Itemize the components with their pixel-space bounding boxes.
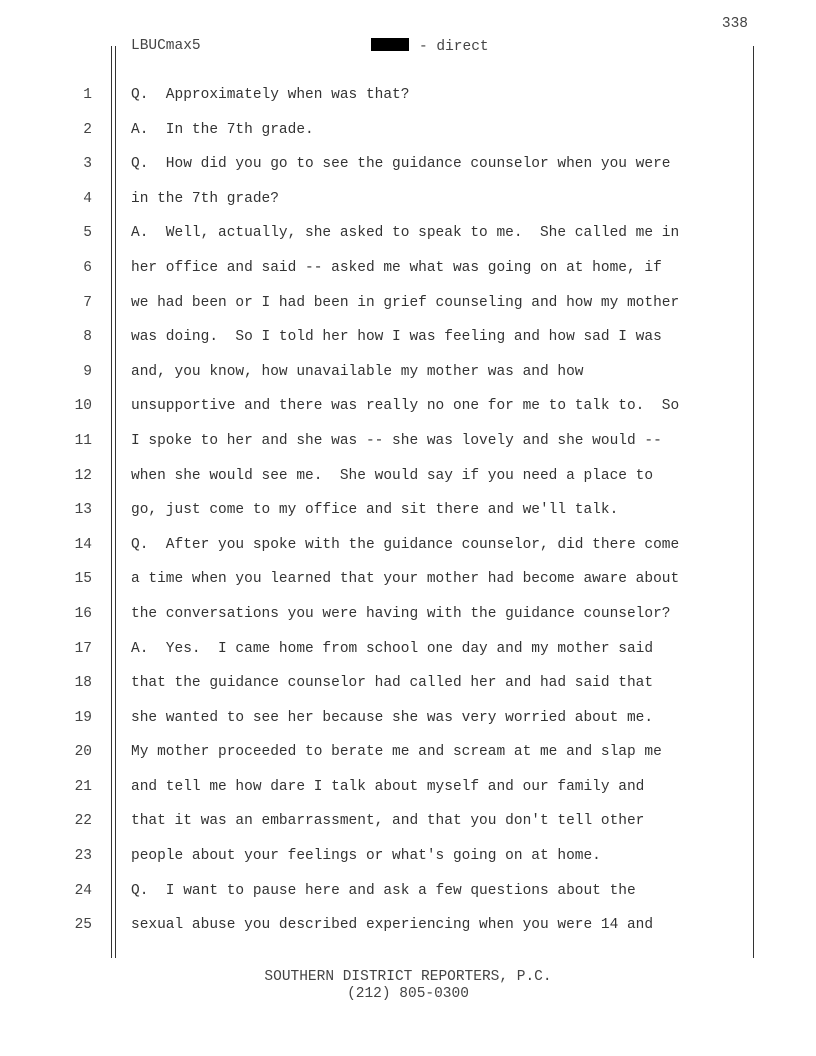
transcript-line xyxy=(0,568,816,603)
line-text: A. In the 7th grade. xyxy=(131,121,314,138)
line-number: 6 xyxy=(83,259,92,276)
examination-label: - direct xyxy=(419,39,489,55)
line-text: that it was an embarrassment, and that you don't tell other xyxy=(131,813,645,830)
line-text: A. Yes. I came home from school one day and my mother said xyxy=(131,640,654,657)
transcript-line xyxy=(0,395,816,430)
line-number: 19 xyxy=(74,709,92,726)
transcript-line xyxy=(0,326,816,361)
transcript-line xyxy=(0,361,816,396)
transcript-line xyxy=(0,810,816,845)
line-text: when she would see me. She would say if you need a place to xyxy=(131,467,654,484)
line-number: 3 xyxy=(83,156,92,173)
line-text: A. Well, actually, she asked to speak to me. She called me in xyxy=(131,225,680,242)
line-number: 22 xyxy=(74,813,92,830)
transcript-line xyxy=(0,776,816,811)
line-number: 13 xyxy=(74,502,92,519)
line-number: 5 xyxy=(83,225,92,242)
transcript-line xyxy=(0,84,816,119)
transcript-line xyxy=(0,465,816,500)
line-text: Q. I want to pause here and ask a few questions about the xyxy=(131,882,636,899)
line-text: people about your feelings or what's going on at home. xyxy=(131,848,601,865)
line-text: she wanted to see her because she was very worried about me. xyxy=(131,709,654,726)
transcript-line xyxy=(0,603,816,638)
transcript-line xyxy=(0,638,816,673)
line-number: 20 xyxy=(74,744,92,761)
transcript-line xyxy=(0,880,816,915)
reporter-phone: (212) 805-0300 xyxy=(347,986,469,1002)
reporter-company: SOUTHERN DISTRICT REPORTERS, P.C. xyxy=(264,969,552,985)
transcript-line xyxy=(0,707,816,742)
line-text: go, just come to my office and sit there and we'll talk. xyxy=(131,502,619,519)
transcript-line xyxy=(0,741,816,776)
line-number: 9 xyxy=(83,363,92,380)
line-text: sexual abuse you described experiencing when you were 14 and xyxy=(131,917,654,934)
transcript-line xyxy=(0,119,816,154)
transcript-line xyxy=(0,534,816,569)
transcript-line xyxy=(0,499,816,534)
line-number: 23 xyxy=(74,848,92,865)
line-number: 16 xyxy=(74,605,92,622)
transcript-line xyxy=(0,430,816,465)
line-number: 24 xyxy=(74,882,92,899)
line-text: Q. After you spoke with the guidance counselor, did there come xyxy=(131,536,680,553)
line-number: 15 xyxy=(74,571,92,588)
redaction-block xyxy=(371,38,409,51)
line-text: Q. How did you go to see the guidance counselor when you were xyxy=(131,156,671,173)
line-number: 1 xyxy=(83,87,92,103)
line-number: 21 xyxy=(74,778,92,795)
transcript-line xyxy=(0,257,816,292)
line-text: her office and said -- asked me what was going on at home, if xyxy=(131,259,662,276)
line-text: we had been or I had been in grief counseling and how my mother xyxy=(131,294,680,311)
transcript-line xyxy=(0,188,816,223)
line-number: 17 xyxy=(74,640,92,657)
transcript-line xyxy=(0,153,816,188)
line-number: 4 xyxy=(83,190,92,207)
line-text: and, you know, how unavailable my mother was and how xyxy=(131,363,584,380)
line-number: 25 xyxy=(74,917,92,934)
line-number: 14 xyxy=(74,536,92,553)
transcript-line xyxy=(0,292,816,327)
footer xyxy=(0,969,816,1003)
line-text: in the 7th grade? xyxy=(131,190,279,207)
transcript-lines xyxy=(0,84,816,949)
transcript-line xyxy=(0,914,816,949)
line-number: 2 xyxy=(83,121,92,138)
line-text: unsupportive and there was really no one for me to talk to. So xyxy=(131,398,680,415)
line-text: that the guidance counselor had called her and had said that xyxy=(131,675,654,692)
line-text: a time when you learned that your mother had become aware about xyxy=(131,571,680,588)
line-text: Q. Approximately when was that? xyxy=(131,87,410,103)
line-text: was doing. So I told her how I was feeling and how sad I was xyxy=(131,329,662,346)
line-number: 8 xyxy=(83,329,92,346)
line-number: 18 xyxy=(74,675,92,692)
line-number: 7 xyxy=(83,294,92,311)
line-number: 10 xyxy=(74,398,92,415)
transcript-line xyxy=(0,222,816,257)
witness-header xyxy=(371,38,489,55)
line-text: the conversations you were having with the guidance counselor? xyxy=(131,605,671,622)
transcript-line xyxy=(0,845,816,880)
line-number: 11 xyxy=(74,432,92,449)
transcript-line xyxy=(0,672,816,707)
line-text: I spoke to her and she was -- she was lovely and she would -- xyxy=(131,432,662,449)
page-number: 338 xyxy=(721,16,748,32)
line-text: My mother proceeded to berate me and scream at me and slap me xyxy=(131,744,662,761)
line-number: 12 xyxy=(74,467,92,484)
case-code: LBUCmax5 xyxy=(131,38,201,54)
line-text: and tell me how dare I talk about myself and our family and xyxy=(131,778,645,795)
